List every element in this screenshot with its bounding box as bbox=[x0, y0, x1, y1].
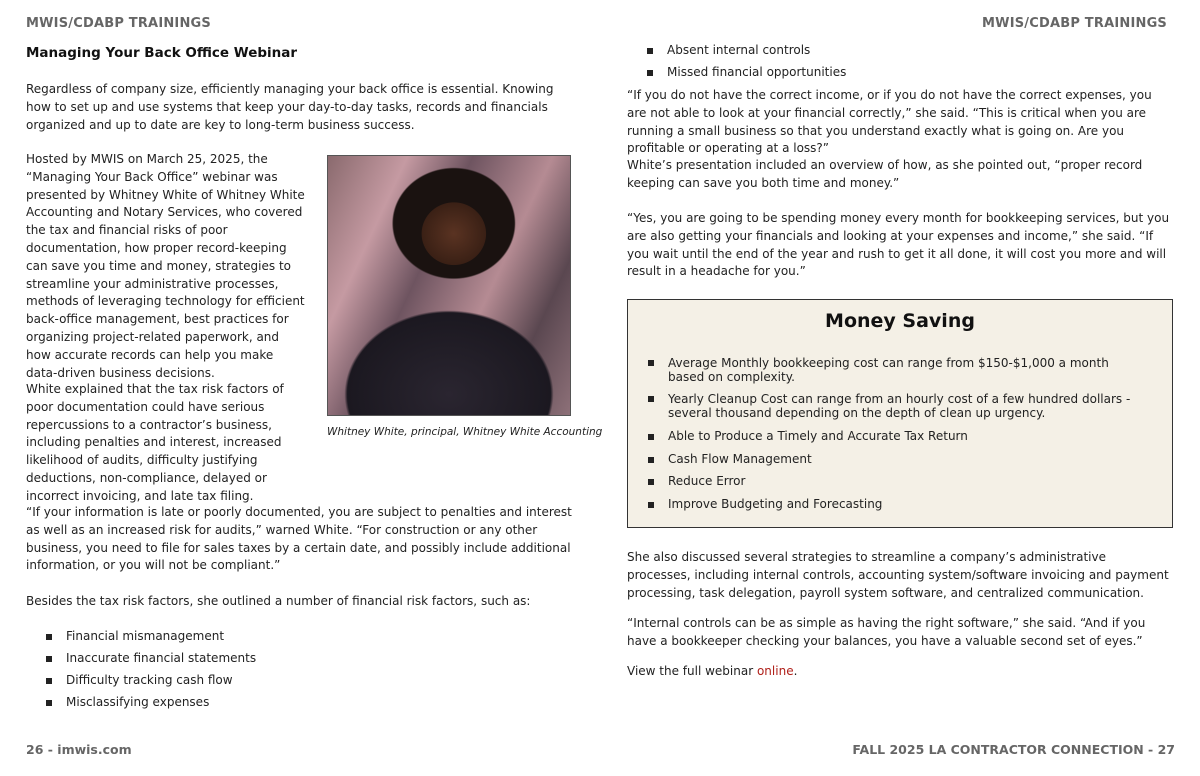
bullet-icon bbox=[648, 434, 654, 440]
strategies-paragraph: She also discussed several strategies to streamline a company’s administrative processes, including internal controls, accounting system/software invoicing and payment processing, task delegation, payroll system software, and centralized communication. bbox=[627, 550, 1169, 600]
quote-paragraph-2: “If you do not have the correct income, or if you do not have the correct expenses, you are not able to look at your financial correctly,” she said. “This is critical when you are running a small business so that you understand exactly what is going on. Are you profitable or operating at a loss?” bbox=[627, 88, 1152, 156]
list-item: Missed financial opportunities bbox=[627, 65, 1027, 87]
list-item: Yearly Cleanup Cost can range from an hourly cost of a few hundred dollars - several thousand depending on the depth of clean up urgency. bbox=[628, 392, 1148, 429]
list-item: Average Monthly bookkeeping cost can range from $150-$1,000 a month based on complexity. bbox=[628, 356, 1148, 392]
hosted-paragraph: Hosted by MWIS on March 25, 2025, the “Managing Your Back Office” webinar was presented by Whitney White of Whitney White Accounting and Notary Services, who covered the tax and financial risks of poor documentation, how proper record-keeping can save you time and money, strategies to streamline your administrative processes, methods of leveraging technology for efficient back-office management, best practices for organizing project-related paperwork, and how accurate records can help you make data-driven business decisions. bbox=[26, 152, 305, 380]
photo-caption: Whitney White, principal, Whitney White Accounting bbox=[327, 426, 603, 438]
besides-paragraph: Besides the tax risk factors, she outlined a number of financial risk factors, such as: bbox=[26, 594, 531, 608]
bullet-icon bbox=[648, 502, 654, 508]
presentation-paragraph: White’s presentation included an overview of how, as she pointed out, “proper record keeping can save you both time and money.” bbox=[627, 158, 1143, 190]
bullet-icon bbox=[647, 48, 653, 54]
webinar-online-link[interactable]: online bbox=[756, 664, 794, 678]
bullet-icon bbox=[647, 70, 653, 76]
financial-risk-list bbox=[26, 629, 426, 717]
bullet-icon bbox=[648, 457, 654, 463]
bullet-icon bbox=[648, 396, 654, 402]
tax-risk-paragraph: White explained that the tax risk factors of poor documentation could have serious repercussions to a contractor’s business, including penalties and interest, increased likelihood of audits, difficulty justifying deductions, non-compliance, delayed or incorrect invoicing, and late tax filing. bbox=[26, 382, 284, 503]
list-item: Improve Budgeting and Forecasting bbox=[628, 497, 1148, 520]
running-head-left: MWIS/CDABP TRAININGS bbox=[26, 16, 211, 31]
bullet-icon bbox=[46, 656, 52, 662]
quote-paragraph-1: “If your information is late or poorly documented, you are subject to penalties and interest as well as an increased risk for audits,” warned White. “For construction or any other business, you need to file for sales taxes by a certain date, and possibly include additional information, or you will not be compliant.” bbox=[26, 505, 572, 573]
article-title: Managing Your Back Office Webinar bbox=[26, 45, 298, 61]
list-item: Financial mismanagement bbox=[26, 629, 426, 651]
sidebar-title: Money Saving bbox=[825, 310, 975, 332]
bullet-icon bbox=[648, 360, 654, 366]
intro-paragraph: Regardless of company size, efficiently managing your back office is essential. Knowing how to set up and use systems that keep your day-to-day tasks, records and financials organized and up to date are key to long-term business success. bbox=[26, 82, 554, 132]
list-item: Difficulty tracking cash flow bbox=[26, 673, 426, 695]
money-saving-list bbox=[628, 356, 1148, 519]
running-head-right: MWIS/CDABP TRAININGS bbox=[982, 16, 1167, 31]
bullet-icon bbox=[46, 700, 52, 706]
list-item: Able to Produce a Timely and Accurate Tax Return bbox=[628, 429, 1148, 452]
list-item: Inaccurate financial statements bbox=[26, 651, 426, 673]
list-item: Misclassifying expenses bbox=[26, 695, 426, 717]
page-number-left: 26 - imwis.com bbox=[26, 742, 132, 757]
quote-paragraph-4: “Internal controls can be as simple as having the right software,” she said. “And if you have a bookkeeper checking your balances, you have a valuable second set of eyes.” bbox=[627, 616, 1146, 648]
speaker-photo bbox=[327, 155, 571, 416]
financial-risk-list-continued bbox=[627, 43, 1027, 87]
list-item: Absent internal controls bbox=[627, 43, 1027, 65]
bullet-icon bbox=[648, 479, 654, 485]
list-item: Reduce Error bbox=[628, 474, 1148, 497]
list-item: Cash Flow Management bbox=[628, 452, 1148, 475]
bullet-icon bbox=[46, 634, 52, 640]
money-saving-sidebar bbox=[627, 299, 1173, 528]
page-number-right: FALL 2025 LA CONTRACTOR CONNECTION - 27 bbox=[852, 742, 1175, 757]
quote-paragraph-3: “Yes, you are going to be spending money every month for bookkeeping services, but you are also getting your financials and looking at your expenses and income,” she said. “If you wait until the end of the year and rush to get it all done, it will cost you more and will result in a headache for you.” bbox=[627, 211, 1170, 279]
view-webinar-line: View the full webinar online. bbox=[627, 664, 798, 678]
bullet-icon bbox=[46, 678, 52, 684]
